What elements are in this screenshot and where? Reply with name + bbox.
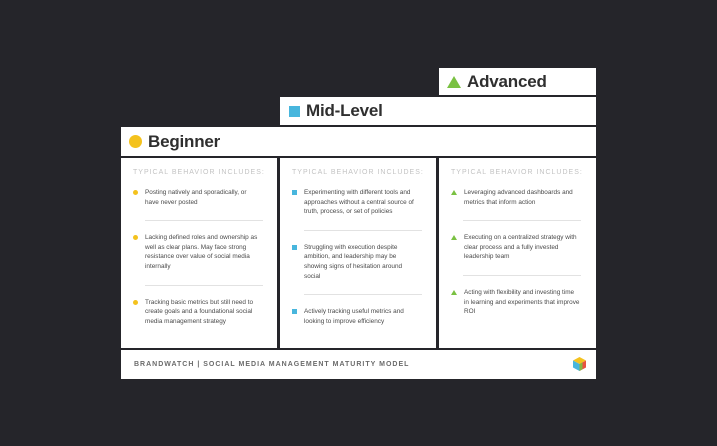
beginner-column: [121, 158, 277, 348]
list-item: [451, 188, 584, 207]
list-item-text: Acting with flexibility and investing time in learning and experiments that improve ROI: [464, 288, 580, 316]
triangle-bullet-icon: [451, 235, 457, 240]
level-mid-label: Mid-Level: [306, 101, 383, 120]
divider: [463, 275, 581, 276]
square-bullet-icon: [292, 309, 297, 314]
divider: [145, 285, 263, 286]
column-heading: TYPICAL BEHAVIOR INCLUDES:: [451, 169, 583, 176]
list-item-text: Lacking defined roles and ownership as well as clear plans. May face strong resistance over value of social media internally: [145, 234, 258, 270]
triangle-bullet-icon: [451, 290, 457, 295]
column-heading: TYPICAL BEHAVIOR INCLUDES:: [292, 169, 424, 176]
divider: [304, 294, 422, 295]
list-item: [133, 188, 265, 207]
square-icon: [289, 106, 300, 117]
advanced-column: [439, 158, 596, 348]
footer-bar: [121, 350, 596, 379]
list-item-text: Leveraging advanced dashboards and metrics that inform action: [464, 189, 573, 206]
circle-bullet-icon: [133, 300, 138, 305]
triangle-icon: [447, 76, 461, 88]
list-item-text: Struggling with execution despite ambition, and leadership may be showing signs of hesitation around social: [304, 243, 403, 280]
list-item: [451, 233, 584, 262]
mid-level-column: [280, 158, 436, 348]
list-item: [292, 243, 424, 281]
square-bullet-icon: [292, 190, 297, 195]
circle-icon: [129, 135, 142, 148]
circle-bullet-icon: [133, 235, 138, 240]
list-item-text: Posting natively and sporadically, or have never posted: [145, 189, 247, 206]
list-item-text: Executing on a centralized strategy with clear process and a fully invested leadership team: [464, 234, 577, 261]
level-beginner-header: [121, 127, 596, 156]
circle-bullet-icon: [133, 190, 138, 195]
level-advanced-label: Advanced: [467, 71, 547, 91]
list-item-text: Actively tracking useful metrics and looking to improve efficiency: [304, 308, 404, 325]
list-item: [292, 307, 424, 326]
level-mid-header: [280, 97, 596, 125]
column-heading: TYPICAL BEHAVIOR INCLUDES:: [133, 169, 265, 176]
square-bullet-icon: [292, 245, 297, 250]
divider: [463, 220, 581, 221]
footer-text: BRANDWATCH | SOCIAL MEDIA MANAGEMENT MATURITY MODEL: [134, 361, 410, 368]
triangle-bullet-icon: [451, 190, 457, 195]
list-item-text: Tracking basic metrics but still need to create goals and a foundational social media management strategy: [145, 298, 254, 325]
level-beginner-label: Beginner: [148, 131, 221, 151]
divider: [145, 220, 263, 221]
list-item-text: Experimenting with different tools and approaches without a central source of truth, process, or set of policies: [304, 189, 414, 216]
list-item: [451, 288, 584, 317]
level-advanced-header: [439, 68, 596, 95]
list-item: [133, 233, 265, 271]
divider: [304, 230, 422, 231]
list-item: [133, 298, 265, 327]
brandwatch-logo-icon: [573, 357, 586, 371]
list-item: [292, 188, 424, 217]
